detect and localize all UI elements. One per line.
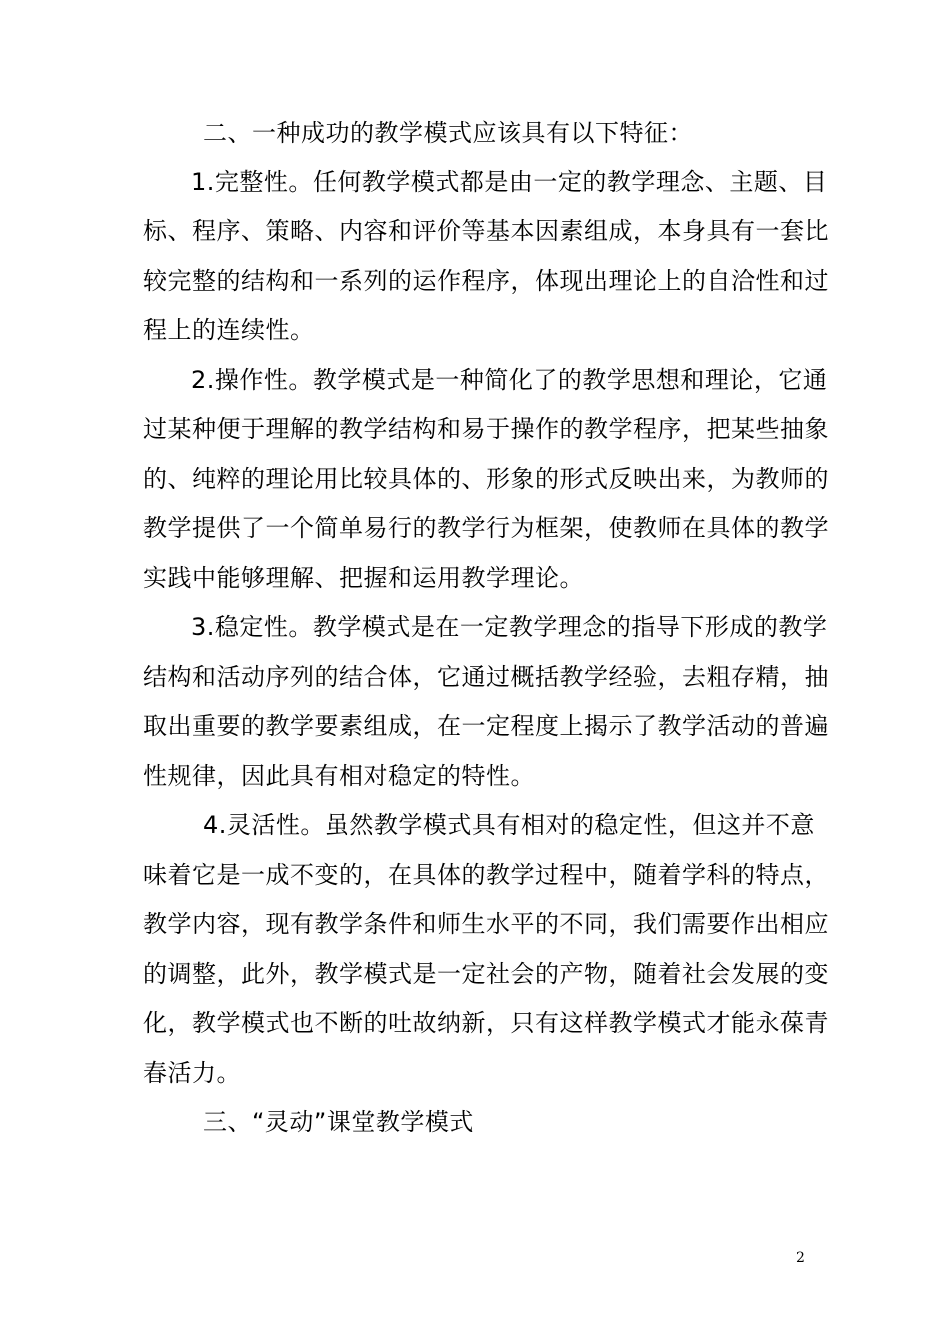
paragraph-line: 化，教学模式也不断的吐故纳新，只有这样教学模式才能永葆青 bbox=[143, 1009, 829, 1037]
section-heading-2: 二、一种成功的教学模式应该具有以下特征： bbox=[203, 119, 693, 147]
paragraph-line: 取出重要的教学要素组成，在一定程度上揭示了教学活动的普遍 bbox=[143, 712, 829, 740]
paragraph-line: 教学提供了一个简单易行的教学行为框架，使教师在具体的教学 bbox=[143, 514, 829, 542]
paragraph-line: 标、程序、策略、内容和评价等基本因素组成，本身具有一套比 bbox=[143, 217, 829, 245]
page-number: 2 bbox=[796, 1250, 805, 1266]
paragraph-line: 味着它是一成不变的，在具体的教学过程中，随着学科的特点， bbox=[143, 861, 829, 889]
paragraph-line: 2.操作性。教学模式是一种简化了的教学思想和理论，它通 bbox=[191, 366, 828, 394]
paragraph-line: 结构和活动序列的结合体，它通过概括教学经验，去粗存精，抽 bbox=[143, 663, 829, 691]
paragraph-line: 的、纯粹的理论用比较具体的、形象的形式反映出来，为教师的 bbox=[143, 465, 829, 493]
paragraph-line: 性规律，因此具有相对稳定的特性。 bbox=[143, 762, 535, 790]
paragraph-line: 程上的连续性。 bbox=[143, 316, 315, 344]
paragraph-line: 较完整的结构和一系列的运作程序，体现出理论上的自洽性和过 bbox=[143, 267, 829, 295]
paragraph-line: 3.稳定性。教学模式是在一定教学理念的指导下形成的教学 bbox=[191, 613, 828, 641]
paragraph-line: 春活力。 bbox=[143, 1059, 241, 1087]
paragraph-line: 过某种便于理解的教学结构和易于操作的教学程序，把某些抽象 bbox=[143, 415, 829, 443]
paragraph-line: 4.灵活性。虽然教学模式具有相对的稳定性，但这并不意 bbox=[203, 811, 815, 839]
section-heading-3: 三、“灵动”课堂教学模式 bbox=[203, 1108, 474, 1136]
paragraph-line: 教学内容，现有教学条件和师生水平的不同，我们需要作出相应 bbox=[143, 910, 829, 938]
paragraph-line: 的调整，此外，教学模式是一定社会的产物，随着社会发展的变 bbox=[143, 960, 829, 988]
paragraph-line: 实践中能够理解、把握和运用教学理论。 bbox=[143, 564, 584, 592]
paragraph-line: 1.完整性。任何教学模式都是由一定的教学理念、主题、目 bbox=[191, 168, 828, 196]
